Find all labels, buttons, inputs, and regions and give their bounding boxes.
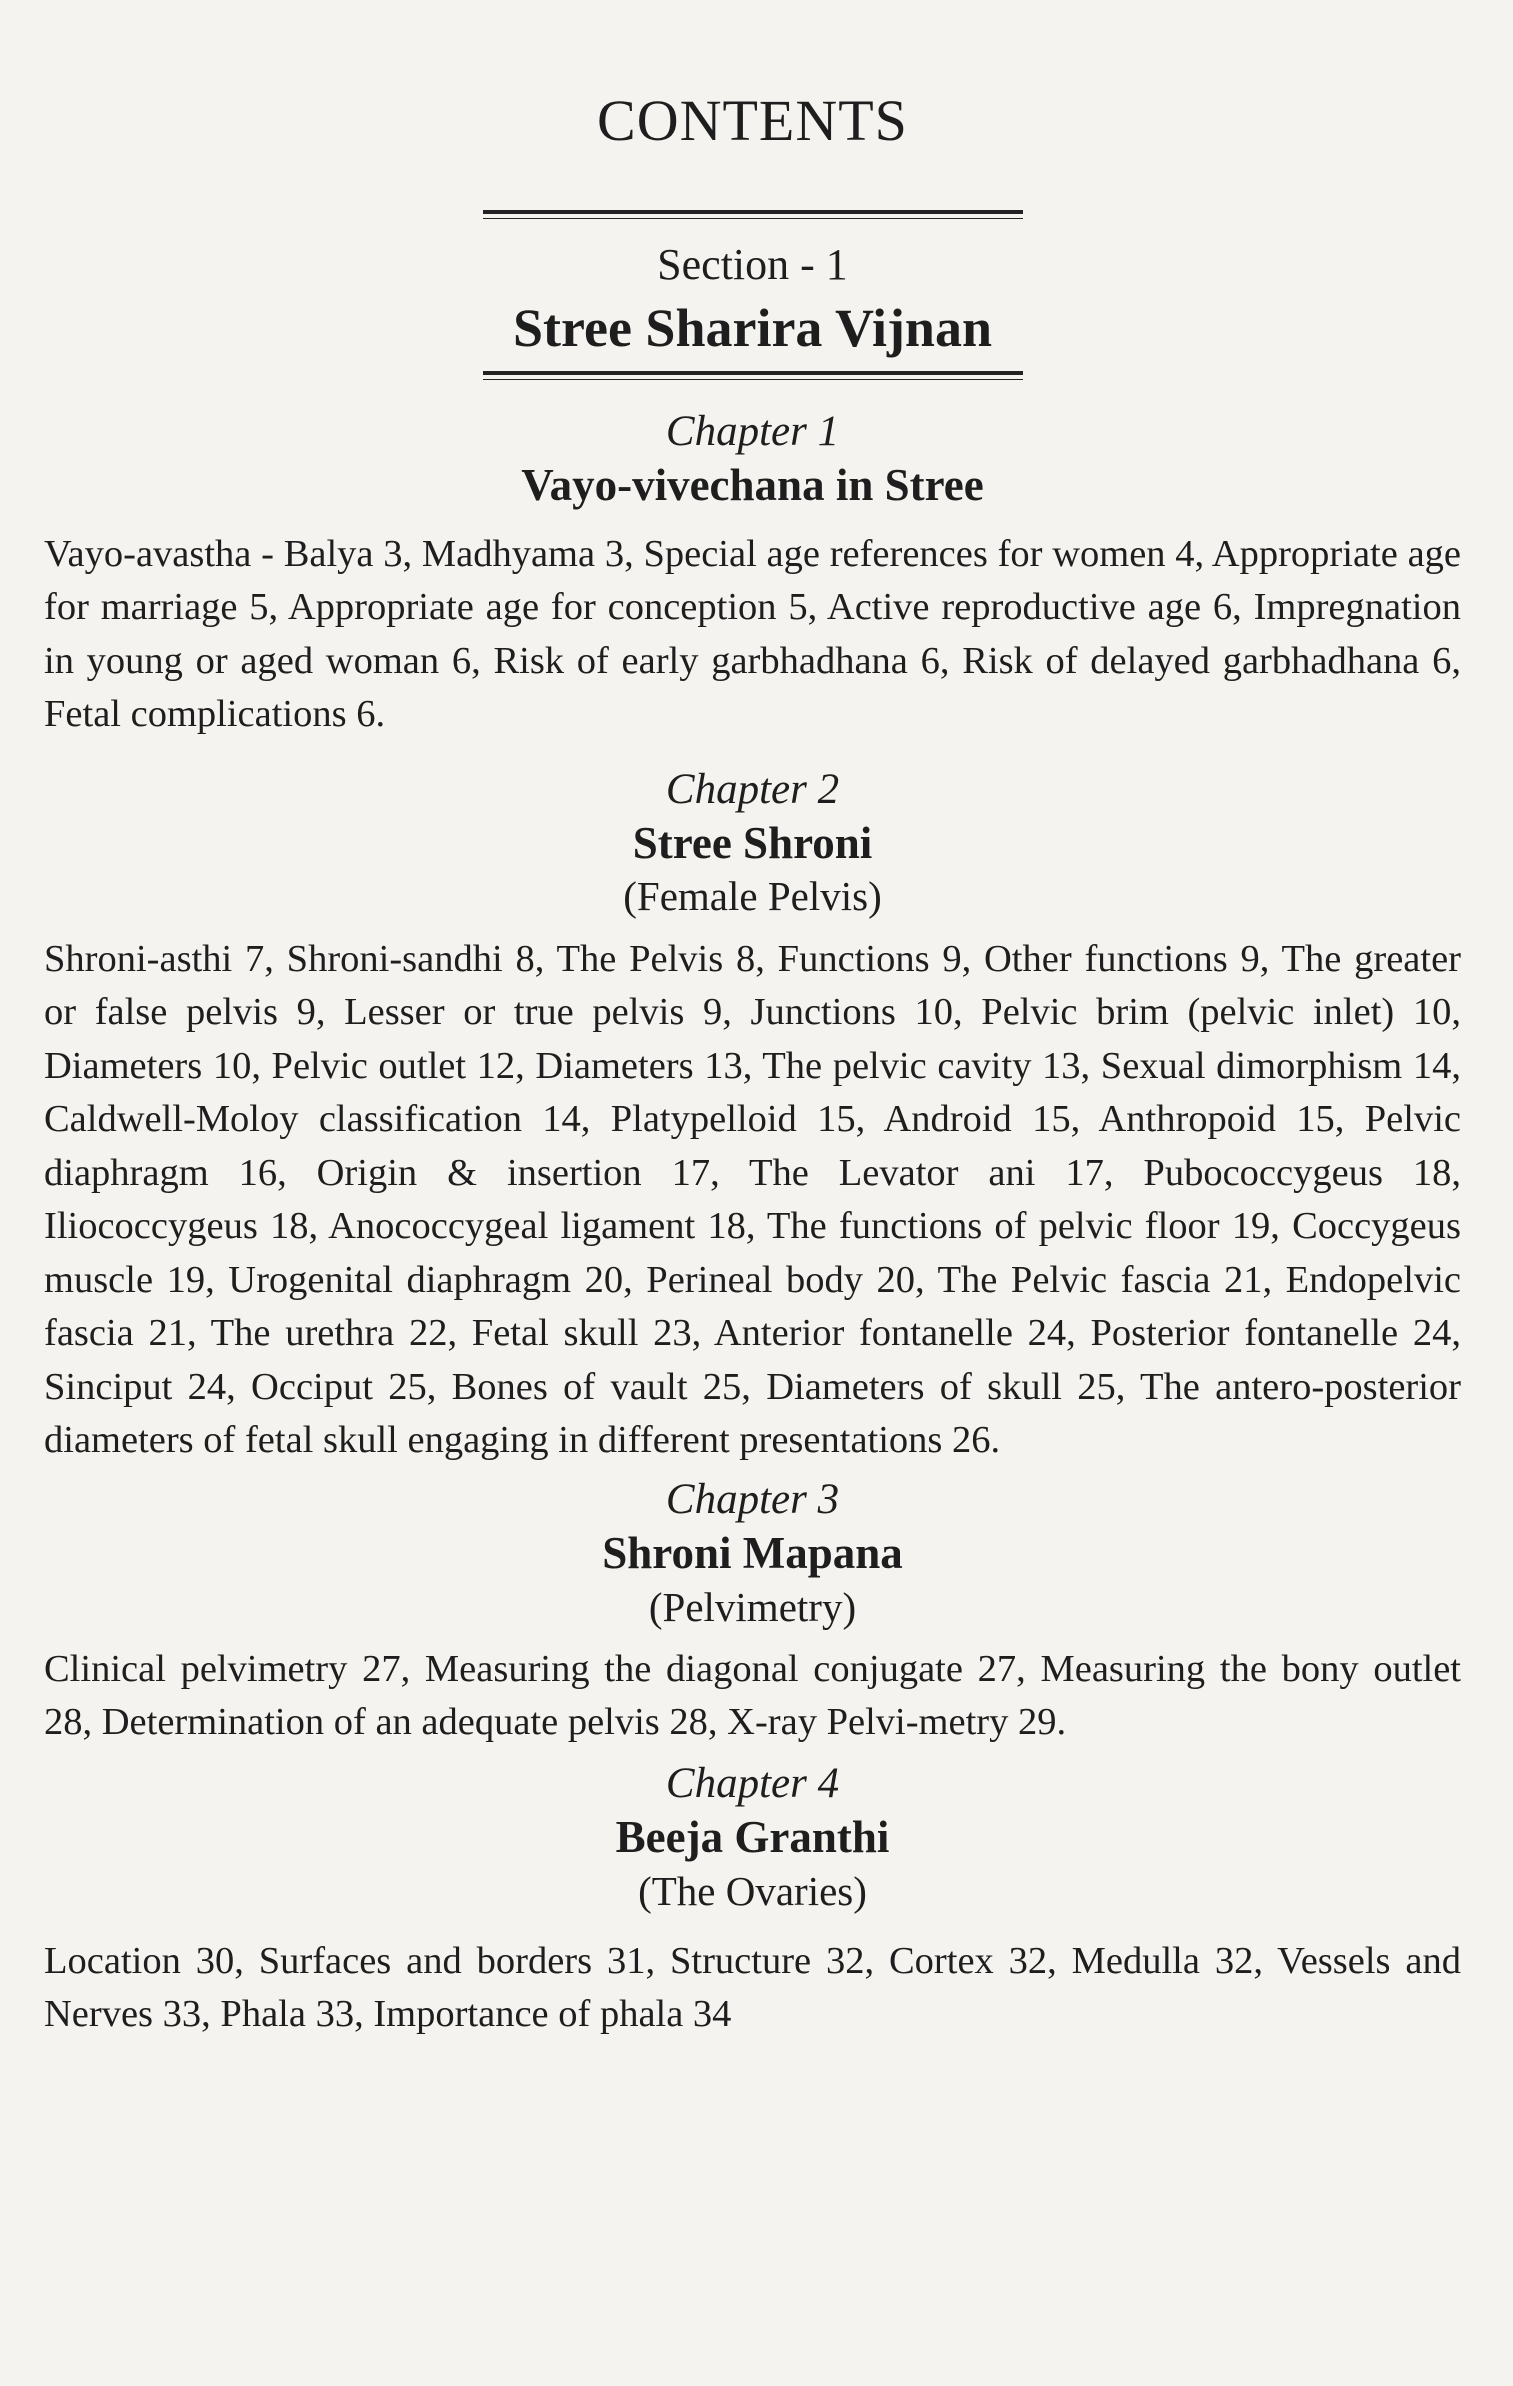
chapter-title: Stree Shroni: [632, 818, 873, 869]
chapter-label: Chapter 4: [665, 1759, 840, 1807]
chapter-title: Vayo-vivechana in Stree: [521, 460, 984, 511]
chapter-3: [44, 1474, 1461, 1750]
chapter-topics: Location 30, Surfaces and borders 31, Structure 32, Cortex 32, Medulla 32, Vessels and Nerves 33, Phala 33, Importance of phala 34: [44, 1939, 1461, 2036]
chapter-topics: Clinical pelvimetry 27, Measuring the diagonal conjugate 27, Measuring the bony outlet 28, Determination of an adequate pelvis 28, X-ray Pelvi-metry 29.: [44, 1647, 1461, 1744]
chapter-label: Chapter 2: [665, 765, 840, 813]
chapter-subtitle: (Female Pelvis): [623, 873, 882, 920]
chapter-label: Chapter 3: [665, 1475, 840, 1523]
section-top-rule: [483, 210, 1023, 219]
section-name: Stree Sharira Vijnan: [512, 298, 992, 359]
section-bottom-rule: [483, 371, 1023, 380]
section-label: Section - 1: [657, 240, 848, 289]
chapter-title: Beeja Granthi: [615, 1812, 890, 1863]
page-title: CONTENTS: [597, 88, 908, 153]
chapter-title: Shroni Mapana: [602, 1528, 903, 1579]
chapter-label: Chapter 1: [665, 407, 840, 455]
chapter-2: [44, 764, 1461, 1468]
chapter-4: [44, 1758, 1461, 2042]
chapter-topics: Shroni-asthi 7, Shroni-sandhi 8, The Pelvis 8, Functions 9, Other functions 9, The greater or false pelvis 9, Lesser or true pelvis 9, Junctions 10, Pelvic brim (pelvic inlet) 10, Diameters 10, Pelvic outlet 12, Diameters 13, The pelvic cavity 13, Sexual dimorphism 14, Caldwell-Moloy classification 14, Platypelloid 15, Android 15, Anthropoid 15, Pelvic diaphragm 16, Origin & insertion 17, The Levator ani 17, Pubococcygeus 18, Iliococcygeus 18, Anococcygeal ligament 18, The functions of pelvic floor 19, Coccygeus muscle 19, Urogenital diaphragm 20, Perineal body 20, The Pelvic fascia 21, Endopelvic fascia 21, The urethra 22, Fetal skull 23, Anterior fontanelle 24, Posterior fontanelle 24, Sinciput 24, Occiput 25, Bones of vault 25, Diameters of skull 25, The antero-posterior diameters of fetal skull engaging in different presentations 26.: [44, 937, 1461, 1462]
chapter-subtitle: (Pelvimetry): [648, 1583, 857, 1630]
chapter-1: [44, 406, 1461, 742]
chapter-subtitle: (The Ovaries): [638, 1867, 867, 1914]
chapter-topics: Vayo-avastha - Balya 3, Madhyama 3, Special age references for women 4, Appropriate age for marriage 5, Appropriate age for conception 5, Active reproductive age 6, Impregnation in young or aged woman 6, Risk of early garbhadhana 6, Risk of delayed garbhadhana 6, Fetal complications 6.: [44, 532, 1461, 736]
